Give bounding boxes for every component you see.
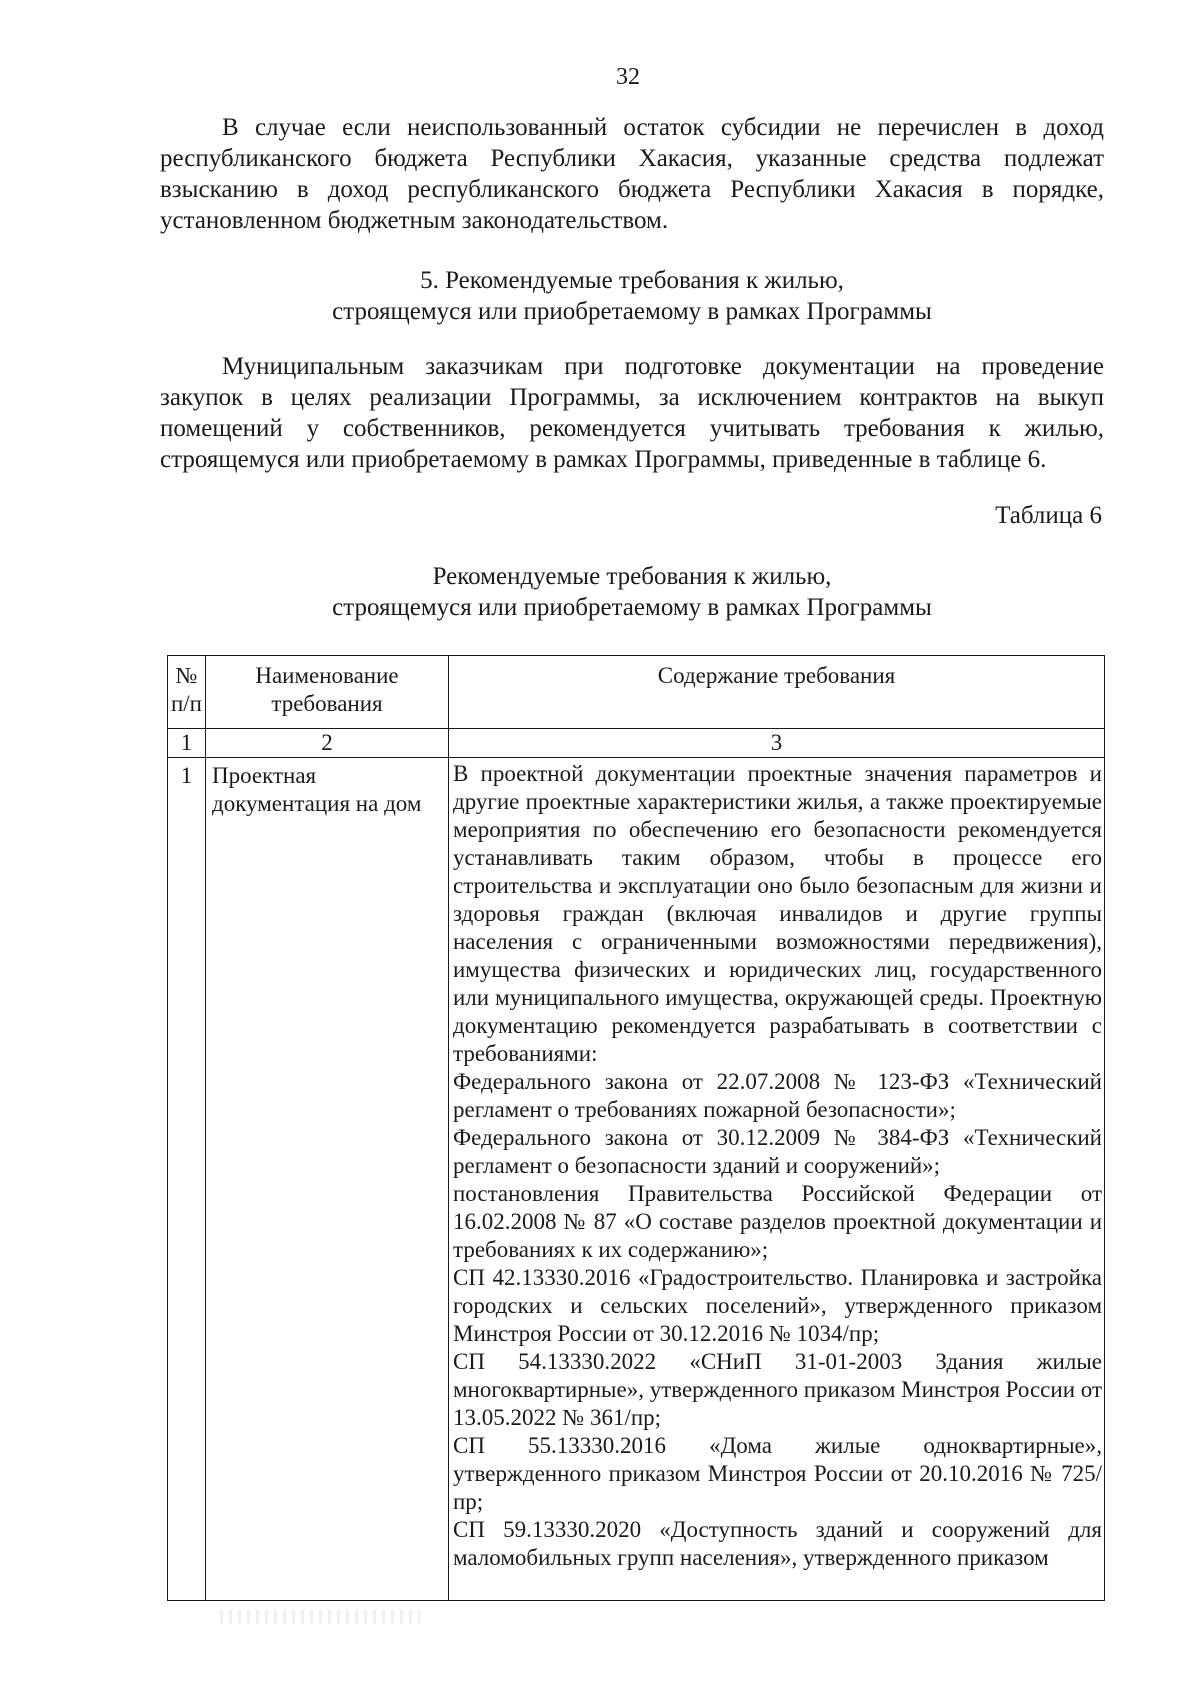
requirement-law-123-fz: Федерального закона от 22.07.2008 № 123-ФЗ «Технический регламент о требованиях пожарной безопасности»; [453, 1069, 1102, 1122]
requirement-intro: В проектной документации проектные значения параметров и другие проектные характеристики жилья, а также проектируемые мероприятия по обеспечению его безопасности рекомендуется устанавливать таким образом, чтобы в процессе его строительства и эксплуатации оно было безопасным для жизни и здоровья граждан (включая инвалидов и другие группы населения с ограниченными возможностями передвижения), имущества физических и юридических лиц, государственного или муниципального имущества, окружающей среды. Проектную документацию рекомендуется разрабатывать в соответствии с требованиями: [453, 761, 1102, 1066]
section-heading [160, 265, 1104, 327]
table-column-numbers-row [168, 729, 1105, 758]
requirement-law-384-fz: Федерального закона от 30.12.2009 № 384-ФЗ «Технический регламент о безопасности зданий и сооружений»; [453, 1125, 1102, 1178]
header-name: Наименование требования [206, 656, 449, 729]
table-title-line-2: строящемуся или приобретаемому в рамках Программы [332, 594, 932, 621]
requirement-resolution-87: постановления Правительства Российской Федерации от 16.02.2008 № 87 «О составе разделов проектной документации и требованиях к их содержанию»; [453, 1181, 1102, 1262]
row-requirement-name: Проектная документация на дом [206, 758, 449, 1601]
requirement-sp-42: СП 42.13330.2016 «Градостроительство. Планировка и застройка городских и сельских поселений», утвержденного приказом Минстроя России от 30.12.2016 № 1034/пр; [453, 1265, 1102, 1346]
paragraph-municipal-customers: Муниципальным заказчикам при подготовке документации на проведение закупок в целях реализации Программы, за исключением контрактов на выкуп помещений у собственников, рекомендуется учитывать требования к жилью, строящемуся или приобретаемому в рамках Программы, приведенные в таблице 6. [160, 353, 1104, 473]
row-number: 1 [168, 758, 206, 1601]
header-content: Содержание требования [449, 656, 1105, 729]
paragraph-subsidy-return: В случае если неиспользованный остаток субсидии не перечислен в доход республиканского бюджета Республики Хакасия, указанные средства подлежат взысканию в доход республиканского бюджета Республики Хакасия в порядке, установленном бюджетным законодательством. [160, 114, 1104, 234]
section-heading-line-1: 5. Рекомендуемые требования к жилью, [420, 267, 844, 294]
column-number-2: 2 [206, 729, 449, 758]
requirement-sp-55: СП 55.13330.2016 «Дома жилые одноквартирные», утвержденного приказом Минстроя России от 20.10.2016 № 725/пр; [453, 1433, 1102, 1514]
table-row [168, 758, 1105, 1601]
table-title-line-1: Рекомендуемые требования к жилью, [432, 563, 832, 590]
column-number-1: 1 [168, 729, 206, 758]
table-header-row [168, 656, 1105, 729]
table-title [160, 561, 1104, 623]
table-label: Таблица 6 [995, 502, 1102, 529]
header-number: № п/п [168, 656, 206, 729]
requirement-sp-54: СП 54.13330.2022 «СНиП 31-01-2003 Здания жилые многоквартирные», утвержденного приказом Минстроя России от 13.05.2022 № 361/пр; [453, 1349, 1102, 1430]
scan-noise-mark [220, 1610, 420, 1624]
requirements-table [167, 655, 1105, 1601]
page-number: 32 [616, 64, 640, 90]
section-heading-line-2: строящемуся или приобретаемому в рамках Программы [332, 298, 932, 325]
requirement-sp-59: СП 59.13330.2020 «Доступность зданий и сооружений для маломобильных групп населения», утвержденного приказом [453, 1517, 1102, 1570]
column-number-3: 3 [449, 729, 1105, 758]
row-requirement-content [449, 758, 1105, 1601]
